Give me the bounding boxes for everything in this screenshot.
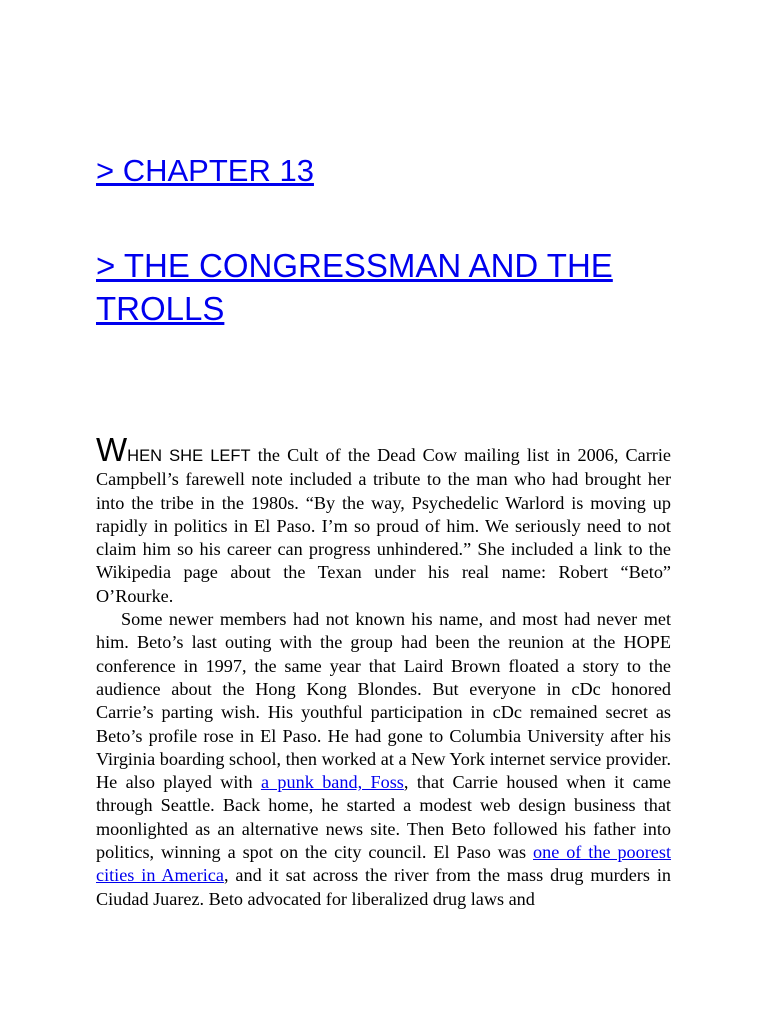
paragraph-1: [96, 431, 671, 608]
chapter-body: [96, 431, 672, 911]
chapter-number-link[interactable]: > CHAPTER 13: [96, 153, 314, 188]
punk-band-foss-link[interactable]: a punk band, Foss: [260, 772, 404, 793]
lead-in-smallcaps: HEN SHE LEFT: [127, 447, 251, 465]
paragraph-1-text: the Cult of the Dead Cow mailing list in 2006, Carrie Campbell’s farewell note included a tribute to the man who had brought her into the tribe in the 1980s. “By the way, Psychedelic Warlord is moving up rapidly in politics in El Paso. I’m so proud of him. We seriously need to not claim him so his career can progress unhindered.” She included a link to the Wikipedia page about the Texan under his real name: Robert “Beto” O’Rourke.: [96, 445, 671, 606]
paragraph-2-text-a: Some newer members had not known his name, and most had never met him. Beto’s last outing with the group had been the reunion at the HOPE conference in 1997, the same year that Laird Brown floated a story to the audience about the Hong Kong Blondes. But everyone in cDc honored Carrie’s parting wish. His youthful participation in cDc remained secret as Beto’s profile rose in El Paso. He had gone to Columbia University after his Virginia boarding school, then worked at a New York internet service provider. He also played with: [96, 609, 671, 793]
drop-letter: W: [96, 431, 128, 468]
chapter-title-link[interactable]: > THE CONGRESSMAN AND THE TROLLS: [96, 247, 613, 327]
paragraph-2: [96, 608, 671, 911]
paragraph-2-text-c: , and it sat across the river from the mass drug murders in Ciudad Juarez. Beto advocated for liberalized drug laws and: [96, 865, 671, 909]
poorest-cities-link[interactable]: one of the poorest cities in America: [96, 842, 672, 886]
paragraph-2-text-b: , that Carrie housed when it came through Seattle. Back home, he started a modest web design business that moonlighted as an alternative news site. Then Beto followed his father into politics, winning a spot on the city council. El Paso was: [96, 772, 671, 863]
